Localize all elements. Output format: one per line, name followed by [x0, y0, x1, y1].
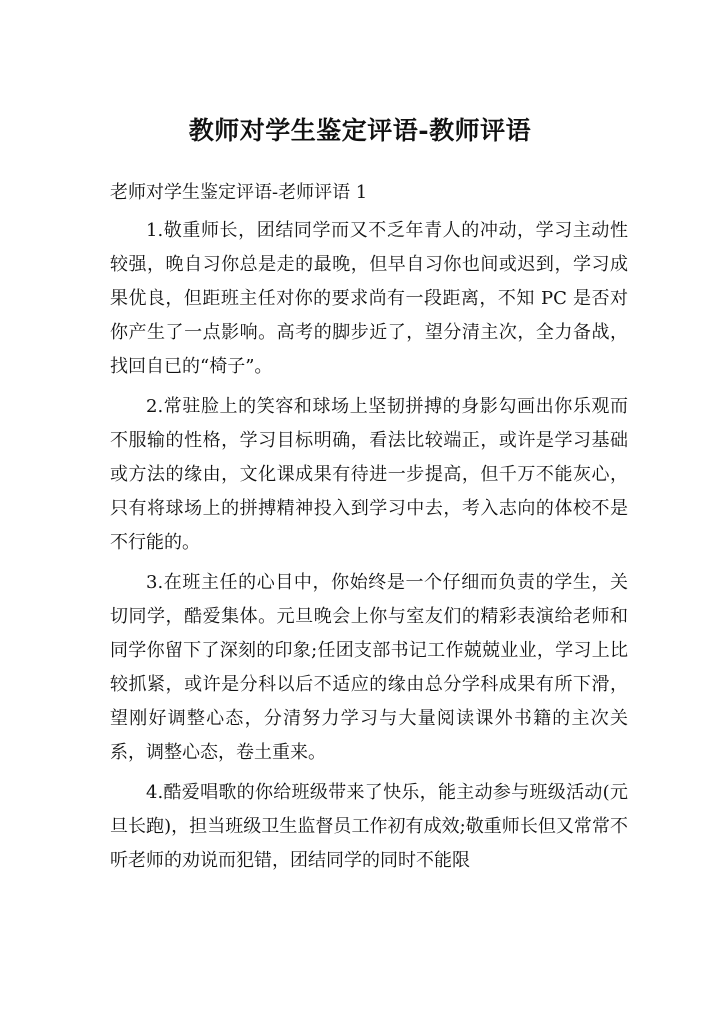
paragraph-3: 3.在班主任的心目中，你始终是一个仔细而负责的学生，关切同学，酷爱集体。元旦晚会上你与室友们的精彩表演给老师和同学你留下了深刻的印象;任团支部书记工作兢兢业业，学习上比较抓紧，或许是分科以后不适应的缘由总分学科成果有所下滑，望刚好调整心态，分清努力学习与大量阅读课外书籍的主次关系，调整心态，卷土重来。: [110, 572, 628, 763]
paragraph-2: 2.常驻脸上的笑容和球场上坚韧拼搏的身影勾画出你乐观而不服输的性格，学习目标明确，看法比较端正，或许是学习基础或方法的缘由，文化课成果有待进一步提高，但千万不能灰心，只有将球场上的拼搏精神投入到学习中去，考入志向的体校不是不行能的。: [110, 396, 628, 553]
document-title: 教师对学生鉴定评语-教师评语: [188, 116, 532, 145]
paragraph-4: 4.酷爱唱歌的你给班级带来了快乐，能主动参与班级活动(元旦长跑)，担当班级卫生监督员工作初有成效;敬重师长但又常常不听老师的劝说而犯错，团结同学的同时不能限: [110, 782, 628, 871]
section-heading: 老师对学生鉴定评语-老师评语 1: [110, 182, 368, 203]
paragraph-1: 1.敬重师长，团结同学而又不乏年青人的冲动，学习主动性较强，晚自习你总是走的最晚，但早自习你也间或迟到，学习成果优良，但距班主任对你的要求尚有一段距离，不知 PC 是否对你产生了一点影响。高考的脚步近了，望分清主次，全力备战，找回自已的“椅子”。: [110, 220, 628, 377]
document-body: [110, 214, 628, 884]
